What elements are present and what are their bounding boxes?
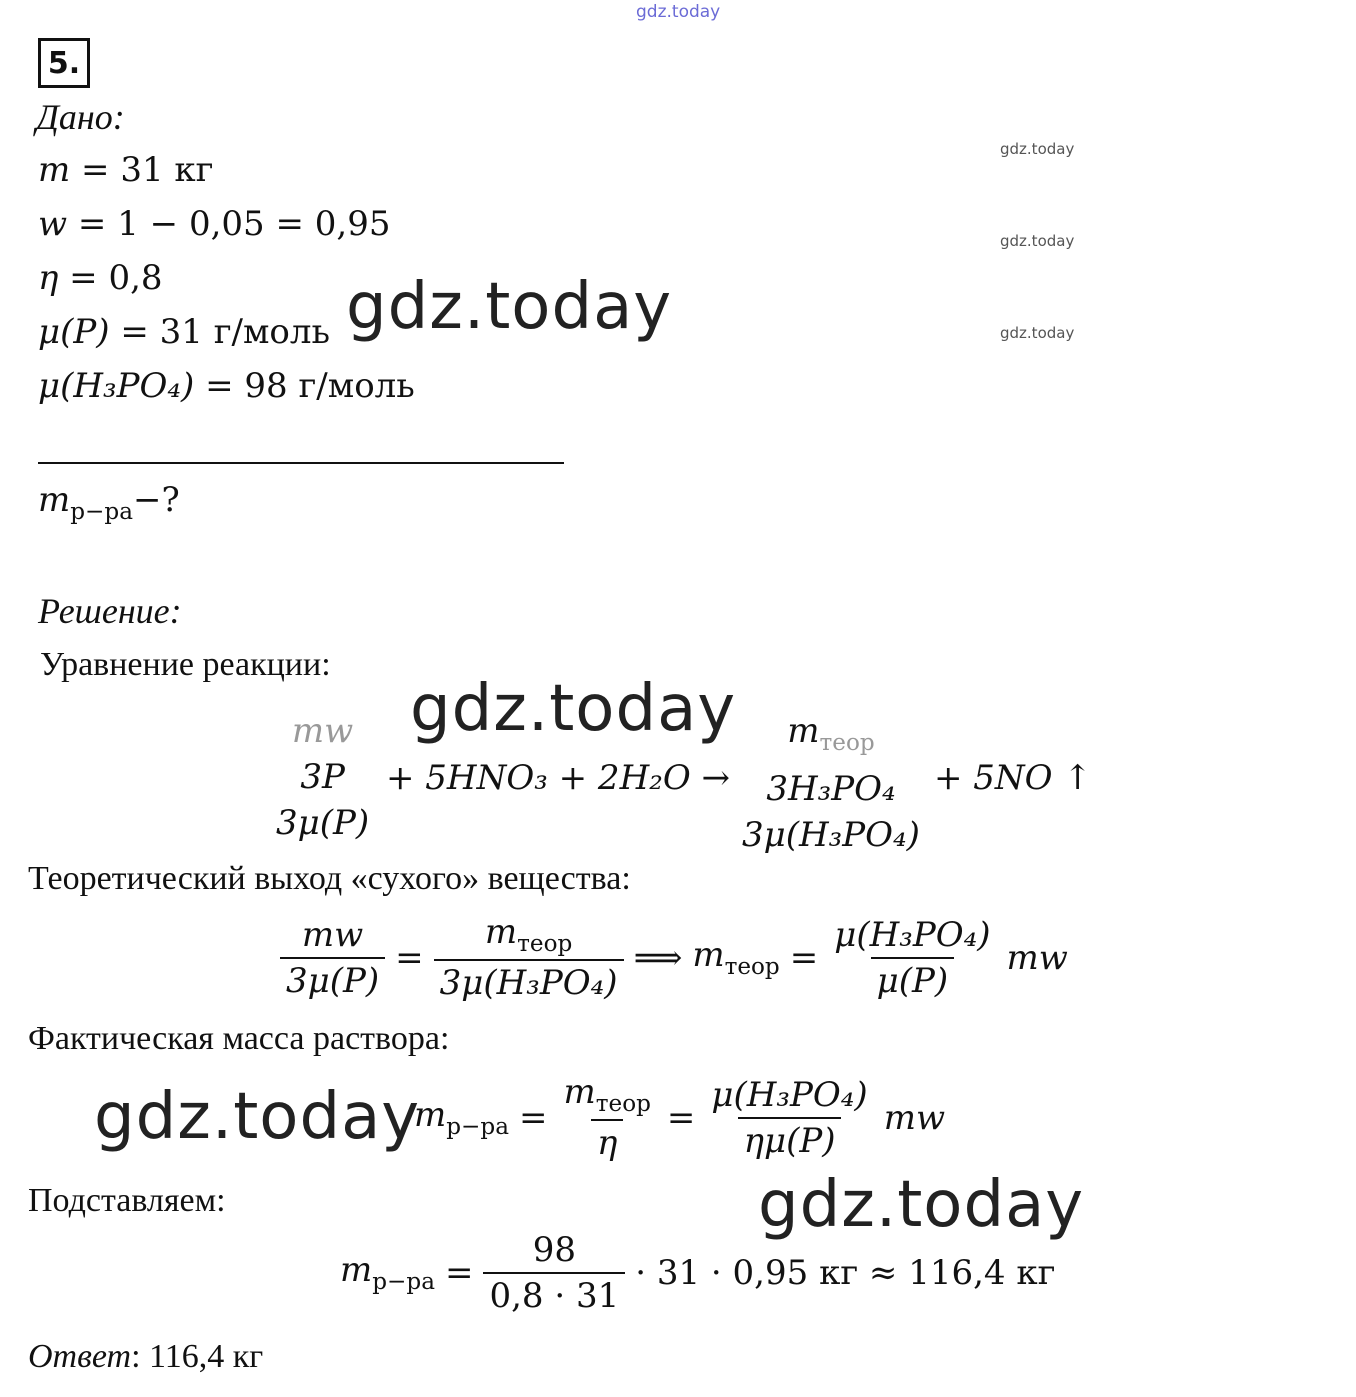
- answer-line: [28, 1338, 263, 1376]
- reaction-left-column: [276, 708, 369, 846]
- watermark-small: gdz.today: [1000, 324, 1075, 342]
- given-yield: η = 0,8: [38, 258, 163, 298]
- reaction-right-mid: 3H₃PO₄: [766, 769, 896, 810]
- problem-number: 5.: [38, 38, 90, 88]
- actual-equation: $m_{р-ра}$ = $\frac{m_{теор}}{\eta}$ = $\frac{\text{μ(H₃PO₄)}}{\eta\mu(P)}$ mw: [414, 1072, 946, 1164]
- watermark-large: gdz.today: [94, 1080, 421, 1154]
- substitute-label: Подставляем:: [28, 1182, 226, 1219]
- answer-label: Ответ: [28, 1338, 132, 1375]
- fraction: $\frac{mw}{3\mu(P)}$: [280, 915, 385, 1001]
- solution-heading: Решение:: [38, 591, 182, 631]
- fraction: $\frac{m_{теор}}{\text{3μ(H₃PO₄)}}$: [434, 912, 624, 1003]
- theoretical-label: Теоретический выход «сухого» вещества:: [28, 860, 631, 897]
- given-mass: m = 31 кг: [38, 150, 214, 190]
- reaction-label: Уравнение реакции:: [40, 646, 331, 683]
- actual-label: Фактическая масса раствора:: [28, 1020, 450, 1057]
- given-heading: Дано:: [36, 97, 125, 137]
- reaction-middle: + 5HNO₃ + 2H₂O →: [386, 758, 731, 798]
- watermark-small: gdz.today: [1000, 140, 1075, 158]
- reaction-left-bot: 3μ(P): [276, 803, 370, 843]
- fraction: $\frac{\text{μ(H₃PO₄)}}{\eta\mu(P)}$: [711, 1074, 868, 1161]
- reaction-left-mid: 3P: [300, 757, 345, 797]
- given-molar-mass-p: μ(P) = 31 г/моль: [38, 312, 330, 352]
- reaction-right-top: $m_{теор}$: [787, 711, 875, 757]
- reaction-right-column: [742, 708, 920, 858]
- given-mass-fraction: w = 1 − 0,05 = 0,95: [38, 204, 391, 244]
- fraction: $\frac{\text{μ(H₃PO₄)}}{\mu(P)}$: [834, 914, 991, 1001]
- watermark-top: gdz.today: [636, 2, 721, 22]
- watermark-small: gdz.today: [1000, 232, 1075, 250]
- given-divider: [38, 462, 564, 464]
- answer-value: : 116,4 кг: [131, 1338, 264, 1375]
- watermark-large: gdz.today: [758, 1168, 1085, 1242]
- theoretical-equation: $\frac{mw}{3\mu(P)}$ = $\frac{m_{теор}}{\text{3μ(H₃PO₄)}}$ ⟹ $m_{теор}$ = $\frac{\text{μ(H₃PO₄)}}{\mu(P)}$ mw: [280, 912, 1068, 1003]
- fraction: $\frac{98}{0,8 \cdot 31}$: [483, 1230, 625, 1316]
- fraction: $\frac{m_{теор}}{\eta}$: [563, 1072, 651, 1164]
- substitute-equation: $m_{р-ра}$ = $\frac{98}{0,8 \cdot 31}$ · 31 · 0,95 кг ≈ 116,4 кг: [340, 1230, 1056, 1316]
- find-quantity: $m_{р-ра}-$?: [38, 480, 180, 526]
- reaction-left-top: mw: [291, 711, 354, 751]
- watermark-large: gdz.today: [410, 672, 737, 746]
- given-molar-mass-h3po4: μ(H₃PO₄) = 98 г/моль: [38, 366, 415, 406]
- reaction-tail: + 5NO ↑: [934, 758, 1092, 798]
- watermark-large: gdz.today: [346, 270, 673, 344]
- reaction-right-bot: 3μ(H₃PO₄): [742, 815, 920, 856]
